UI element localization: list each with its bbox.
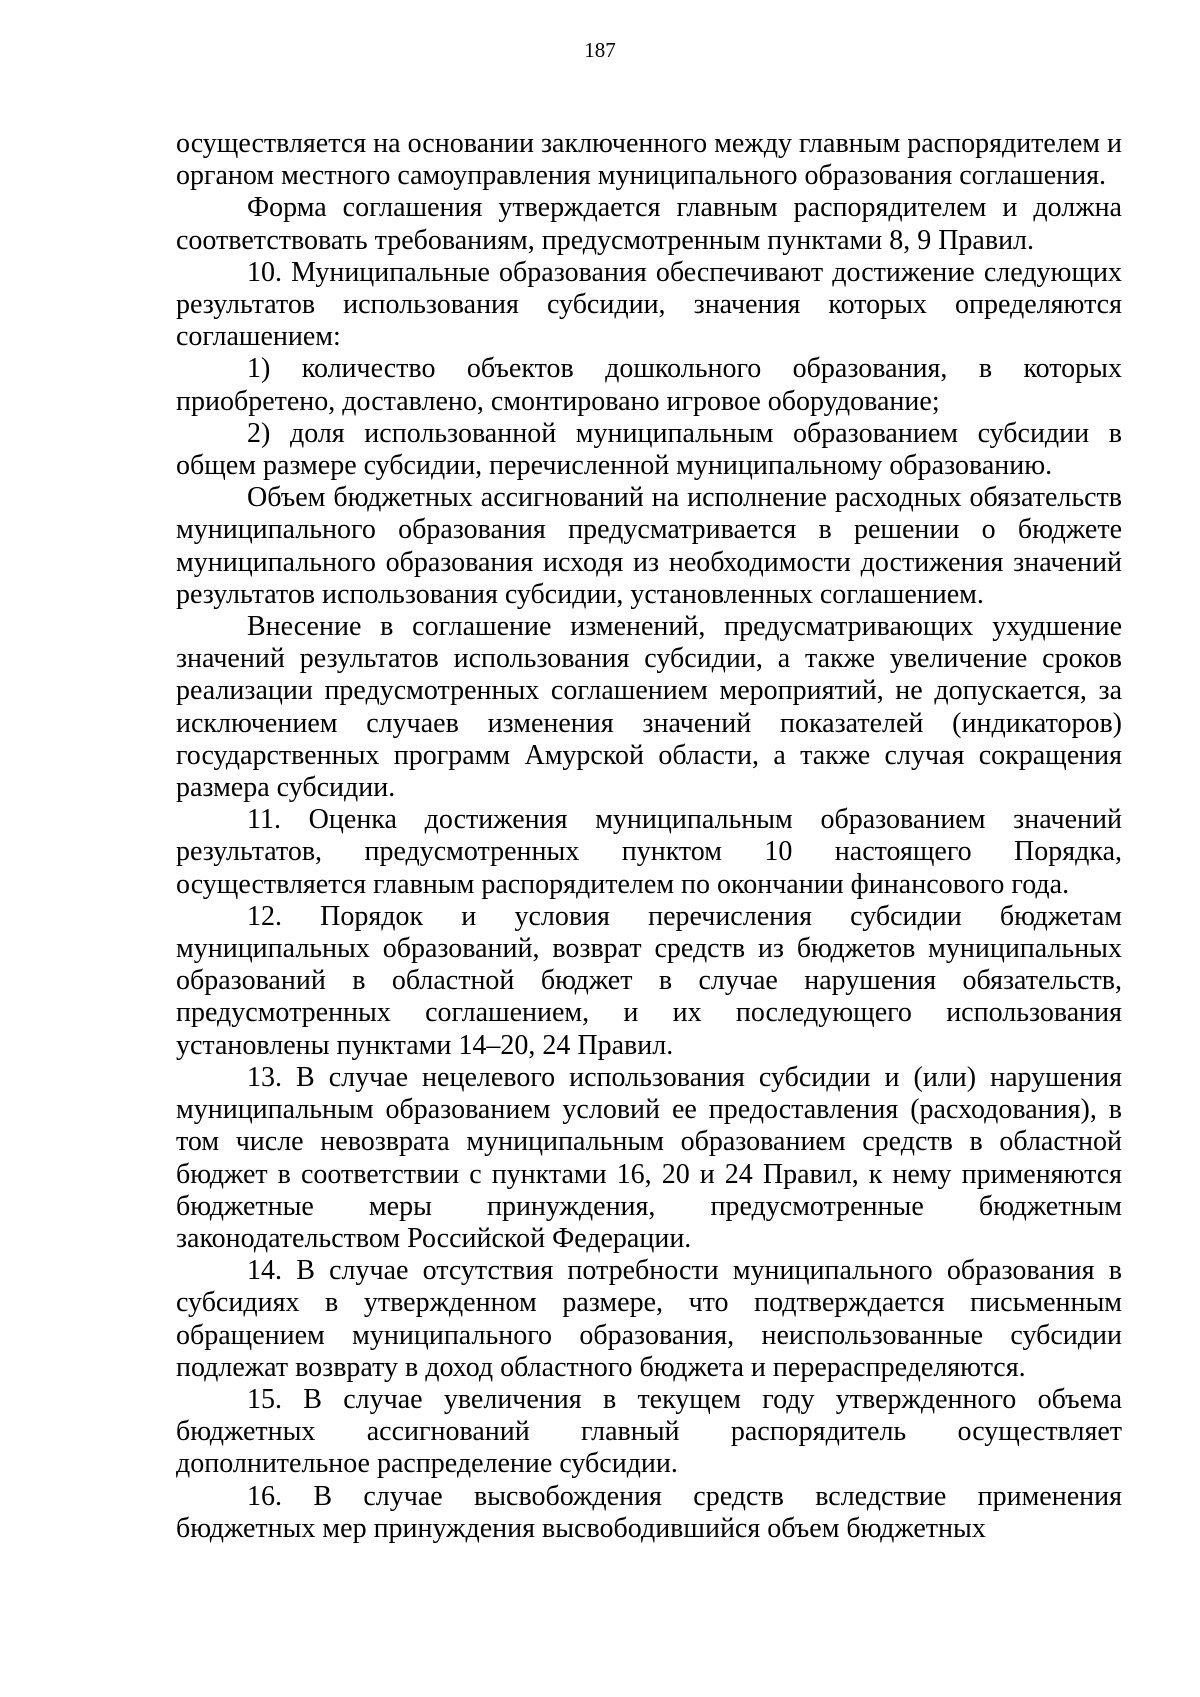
paragraph: 1) количество объектов дошкольного образования, в которых приобретено, доставлено, смонтировано игровое оборудование; <box>176 353 1122 417</box>
paragraph: 16. В случае высвобождения средств вследствие применения бюджетных мер принуждения высвободившийся объем бюджетных <box>176 1480 1122 1544</box>
page-number: 187 <box>584 38 616 62</box>
paragraph: 10. Муниципальные образования обеспечивают достижение следующих результатов использования субсидии, значения которых определяются соглашением: <box>176 256 1122 353</box>
paragraph: Объем бюджетных ассигнований на исполнение расходных обязательств муниципального образования предусматривается в решении о бюджете муниципального образования исходя из необходимости достижения значений результатов использования субсидии, установленных соглашением. <box>176 482 1122 610</box>
paragraph: 14. В случае отсутствия потребности муниципального образования в субсидиях в утвержденном размере, что подтверждается письменным обращением муниципального образования, неиспользованные субсидии подлежат возврату в доход областного бюджета и перераспределяются. <box>176 1255 1122 1383</box>
paragraph: Форма соглашения утверждается главным распорядителем и должна соответствовать требованиям, предусмотренным пунктами 8, 9 Правил. <box>176 192 1122 256</box>
paragraph: 13. В случае нецелевого использования субсидии и (или) нарушения муниципальным образованием условий ее предоставления (расходования), в том числе невозврата муниципальным образованием средств в областной бюджет в соответствии с пунктами 16, 20 и 24 Правил, к нему применяются бюджетные меры принуждения, предусмотренные бюджетным законодательством Российской Федерации. <box>176 1061 1122 1254</box>
paragraph: 11. Оценка достижения муниципальным образованием значений результатов, предусмотренных пунктом 10 настоящего Порядка, осуществляется главным распорядителем по окончании финансового года. <box>176 804 1122 900</box>
paragraph: Внесение в соглашение изменений, предусматривающих ухудшение значений результатов использования субсидии, а также увеличение сроков реализации предусмотренных соглашением мероприятий, не допускается, за исключением случаев изменения значений показателей (индикаторов) государственных программ Амурской области, а также случая сокращения размера субсидии. <box>176 611 1122 804</box>
paragraph: 15. В случае увеличения в текущем году утвержденного объема бюджетных ассигнований главный распорядитель осуществляет дополнительное распределение субсидии. <box>176 1383 1122 1480</box>
paragraph: 2) доля использованной муниципальным образованием субсидии в общем размере субсидии, перечисленной муниципальному образованию. <box>176 417 1122 482</box>
paragraph: осуществляется на основании заключенного между главным распорядителем и органом местного самоуправления муниципального образования соглашения. <box>176 128 1122 192</box>
paragraph: 12. Порядок и условия перечисления субсидии бюджетам муниципальных образований, возврат средств из бюджетов муниципальных образований в областной бюджет в случае нарушения обязательств, предусмотренных соглашением, и их последующего использования установлены пунктами 14–20, 24 Правил. <box>176 900 1122 1061</box>
document-body <box>176 128 1122 1545</box>
